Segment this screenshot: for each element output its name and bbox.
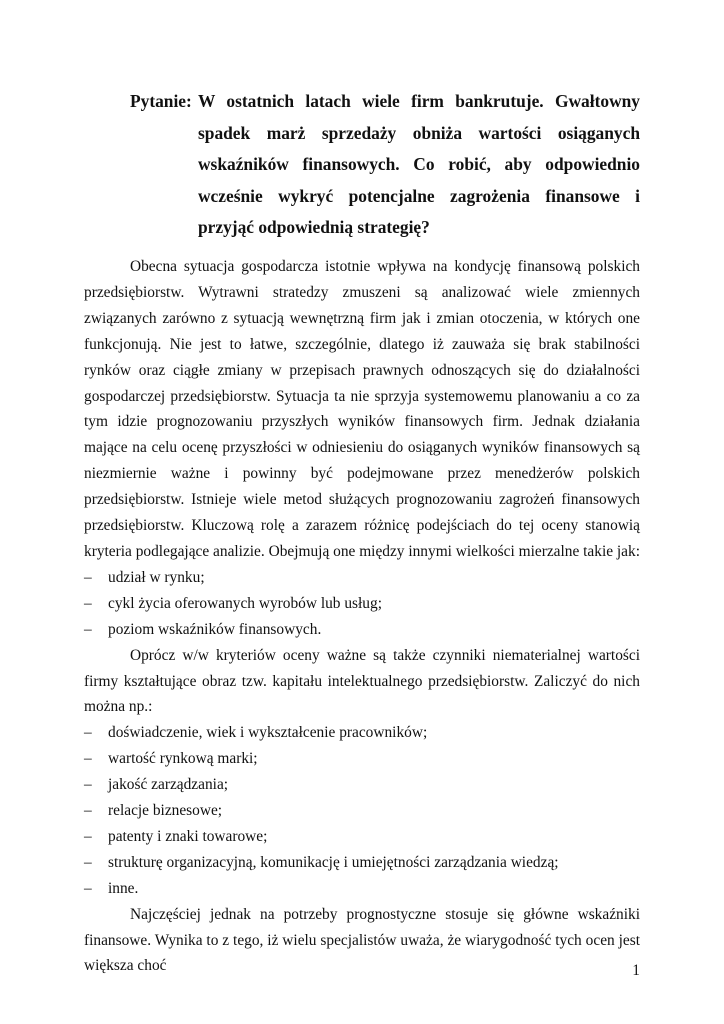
list-item [84,824,640,850]
paragraph-intro: Obecna sytuacja gospodarcza istotnie wpływa na kondycję finansową polskich przedsiębiorstw. Wytrawni stratedzy zmuszeni są analizować wiele zmiennych związanych zarówno z sytuacją wewnętrzną firm jak i zmian otoczenia, w których one funkcjonują. Nie jest to łatwe, szczególnie, dlatego iż zauważa się brak stabilności rynków oraz ciągłe zmiany w przepisach prawnych odnoszących się do działalności gospodarczej przedsiębiorstw. Sytuacja ta nie sprzyja systemowemu planowaniu a co za tym idzie prognozowaniu przyszłych wyników finansowych firm. Jednak działania mające na celu ocenę przyszłości w odniesieniu do osiąganych wyników finansowych są niezmiernie ważne i powinny być podejmowane przez menedżerów polskich przedsiębiorstw. Istnieje wiele metod służących prognozowaniu zagrożeń finansowych przedsiębiorstw. Kluczową rolę a zarazem różnicę podejściach do tej oceny stanowią kryteria podlegające analizie. Obejmują one między innymi wielkości mierzalne takie jak: [84,258,640,560]
list-item [84,720,640,746]
list-item [84,850,640,876]
list-item-text: relacje biznesowe; [108,802,223,820]
list-dash: – [84,853,92,871]
list-item [84,591,640,617]
list-dash: – [84,750,92,768]
intangible-factors-list [84,720,640,901]
list-item-text: poziom wskaźników finansowych. [108,620,322,638]
page-number: 1 [632,962,640,979]
list-item-text: wartość rynkową marki; [108,750,258,768]
list-dash: – [84,776,92,794]
list-item [84,565,640,591]
list-dash: – [84,724,92,742]
measurable-criteria-list [84,565,640,643]
list-dash: – [84,594,92,612]
list-dash: – [84,827,92,845]
question-text: W ostatnich latach wiele firm bankrutuje. Gwałtowny spadek marż sprzedaży obniża wartości osiąganych wskaźników finansowych. Co robić, aby odpowiednio wcześnie wykryć potencjalne zagrożenia finansowe i przyjąć odpowiednią strategię? [198,91,640,237]
paragraph-intangible: Oprócz w/w kryteriów oceny ważne są także czynniki niematerialnej wartości firmy kształtujące obraz tzw. kapitału intelektualnego przedsiębiorstw. Zaliczyć do nich można np.: [84,646,640,716]
body-text [84,254,640,979]
list-item [84,772,640,798]
list-dash: – [84,568,92,586]
list-item [84,798,640,824]
list-item [84,746,640,772]
list-item-text: doświadczenie, wiek i wykształcenie pracowników; [108,724,428,742]
paragraph-financial-indicators: Najczęściej jednak na potrzeby prognostyczne stosuje się główne wskaźniki finansowe. Wynika to z tego, iż wielu specjalistów uważa, że wiarygodność tych ocen jest większa choć [84,905,640,975]
list-item-text: patenty i znaki towarowe; [108,827,268,845]
question-label: Pytanie: [130,91,192,111]
list-item-text: udział w rynku; [108,568,205,586]
list-dash: – [84,620,92,638]
list-item-text: strukturę organizacyjną, komunikację i umiejętności zarządzania wiedzą; [108,853,559,871]
question-block [130,86,640,244]
list-item-text: inne. [108,879,139,897]
list-dash: – [84,879,92,897]
list-item-text: cykl życia oferowanych wyrobów lub usług; [108,594,382,612]
list-dash: – [84,802,92,820]
list-item-text: jakość zarządzania; [108,776,229,794]
list-item [84,876,640,902]
list-item [84,617,640,643]
